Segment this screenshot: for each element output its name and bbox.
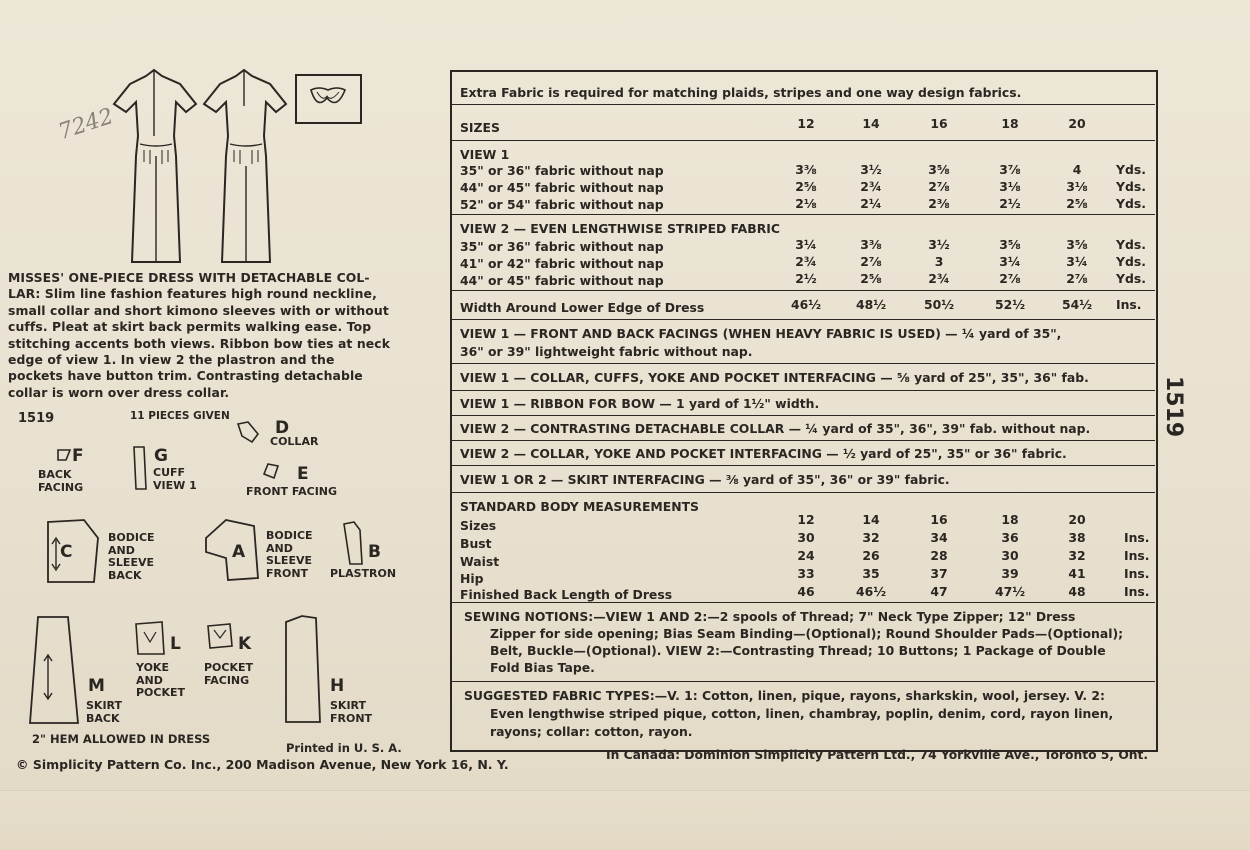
piece-letter-b: B: [368, 542, 381, 562]
piece-letter-g: G: [154, 446, 168, 466]
measurement-value: 35: [862, 566, 880, 581]
measurement-value: 33: [797, 566, 815, 581]
printed-in: Printed in U. S. A.: [286, 741, 402, 755]
yardage-value: 2⅞: [1066, 271, 1088, 286]
dress-sketch-view1-back: [110, 66, 200, 266]
yardage-value: 2½: [999, 196, 1021, 211]
unit-label: Ins.: [1116, 297, 1142, 312]
piece-letter-f: F: [72, 446, 84, 466]
piece-label-front-facing: FRONT FACING: [246, 485, 338, 498]
pattern-number: 1519: [18, 411, 55, 426]
piece-letter-k: K: [238, 634, 252, 654]
piece-letter-l: L: [170, 634, 181, 654]
description-line: small collar and short kimono sleeves with or without: [8, 302, 389, 318]
canada-address: In Canada: Dominion Simplicity Pattern Ltd., 74 Yorkville Ave., Toronto 5, Ont.: [606, 748, 1149, 762]
description-line: pockets have button trim. Contrasting detachable: [8, 368, 363, 384]
cuff-piece-shape: [130, 445, 150, 493]
measurement-value: 14: [862, 512, 880, 527]
unit-label: Yds.: [1116, 237, 1146, 252]
pattern-description: [8, 270, 396, 401]
yardage-value: 3⅝: [1066, 237, 1088, 252]
yardage-value: 3⅛: [999, 179, 1021, 194]
yardage-value: 2⅝: [860, 271, 882, 286]
fabrics-line: Even lengthwise striped pique, cotton, linen, chambray, poplin, denim, cord, rayon linen,: [490, 706, 1114, 721]
collar-piece-shape: [234, 420, 264, 446]
description-line: edge of view 1. In view 2 the plastron and the: [8, 352, 335, 368]
plastron-piece-shape: [340, 520, 366, 568]
measurement-label: Waist: [460, 554, 500, 569]
notions-line: SEWING NOTIONS:—VIEW 1 AND 2:—2 spools of Thread; 7" Neck Type Zipper; 12" Dress: [464, 609, 1076, 624]
fabrics-line: rayons; collar: cotton, rayon.: [490, 724, 693, 739]
ribbon-note: VIEW 1 — RIBBON FOR BOW — 1 yard of 1½" width.: [460, 396, 820, 411]
width-lower-edge-row: [452, 291, 1155, 320]
measurement-value: 18: [1001, 512, 1019, 527]
piece-label-yoke-pocket: YOKE AND POCKET: [136, 661, 186, 699]
yardage-value: 3⅜: [795, 162, 817, 177]
piece-label-plastron: PLASTRON: [330, 567, 397, 580]
yardage-value: 2⅛: [795, 196, 817, 211]
yardage-value: 2⅝: [795, 179, 817, 194]
measurement-value: 26: [862, 548, 880, 563]
piece-label-back-facing: BACK FACING: [38, 468, 84, 494]
measurement-label: Hip: [460, 571, 484, 586]
side-pattern-number: 1519: [1161, 376, 1186, 438]
unit-label: Yds.: [1116, 271, 1146, 286]
yardage-value: 2¾: [928, 271, 950, 286]
unit-label: Yds.: [1116, 196, 1146, 211]
yoke-pocket-piece-shape: [132, 620, 168, 658]
width-value: 46½: [790, 297, 822, 312]
view2-heading: VIEW 2 — EVEN LENGTHWISE STRIPED FABRIC: [460, 221, 780, 236]
piece-letter-h: H: [330, 676, 345, 696]
width-label: Width Around Lower Edge of Dress: [460, 300, 705, 315]
description-line: stitching accents both views. Ribbon bow ties at neck: [8, 335, 391, 351]
piece-label-bodice-back: BODICE AND SLEEVE BACK: [108, 531, 155, 582]
measurement-value: 16: [930, 512, 948, 527]
skirt-interfacing-note: VIEW 1 OR 2 — SKIRT INTERFACING — ⅜ yard of 35", 36" or 39" fabric.: [460, 472, 950, 487]
size-header: 12: [797, 116, 815, 131]
measurement-label: Bust: [460, 536, 492, 551]
hem-note: 2" HEM ALLOWED IN DRESS: [32, 732, 211, 746]
notions-line: Fold Bias Tape.: [490, 660, 595, 675]
measurement-value: 46: [797, 584, 815, 599]
body-measurements-section: [452, 493, 1155, 603]
suggested-fabrics-section: [452, 682, 1155, 748]
measurement-label: Sizes: [460, 518, 497, 533]
yardage-value: 3⅞: [999, 162, 1021, 177]
measurement-value: 30: [1001, 548, 1019, 563]
yardage-value: 3⅝: [928, 162, 950, 177]
view2-interfacing-note-row: [452, 441, 1155, 466]
measurement-label: Finished Back Length of Dress: [460, 587, 673, 602]
sizes-label: SIZES: [460, 120, 500, 135]
piece-label-cuff: CUFF VIEW 1: [153, 466, 197, 492]
view1-heading: VIEW 1: [460, 147, 510, 162]
skirt-front-piece-shape: [280, 614, 324, 726]
unit-label: Ins.: [1124, 566, 1150, 581]
detachable-collar-note: VIEW 2 — CONTRASTING DETACHABLE COLLAR — ¼ yard of 35", 36", 39" fab. without nap.: [460, 421, 1091, 436]
interfacing-note: VIEW 1 — COLLAR, CUFFS, YOKE AND POCKET INTERFACING — ⅝ yard of 25", 35", 36" fab.: [460, 370, 1089, 385]
yardage-value: 3¼: [795, 237, 817, 252]
width-value: 50½: [923, 297, 955, 312]
measurement-value: 30: [797, 530, 815, 545]
unit-label: Yds.: [1116, 179, 1146, 194]
yardage-value: 3⅜: [860, 237, 882, 252]
fabric-width-label: 41" or 42" fabric without nap: [460, 256, 664, 271]
extra-fabric-note: Extra Fabric is required for matching plaids, stripes and one way design fabrics.: [460, 85, 1022, 100]
unit-label: Yds.: [1116, 162, 1146, 177]
fabric-width-label: 44" or 45" fabric without nap: [460, 273, 664, 288]
unit-label: Ins.: [1124, 584, 1150, 599]
ribbon-note-row: [452, 391, 1155, 416]
copyright-line: © Simplicity Pattern Co. Inc., 200 Madison Avenue, New York 16, N. Y.: [16, 757, 509, 772]
sizes-header-row: [452, 105, 1155, 141]
fabric-width-label: 35" or 36" fabric without nap: [460, 163, 664, 178]
measurement-value: 47½: [994, 584, 1026, 599]
yardage-table: [450, 70, 1158, 752]
measurement-value: 28: [930, 548, 948, 563]
width-value: 52½: [994, 297, 1026, 312]
yardage-value: 3: [934, 254, 944, 269]
unit-label: Ins.: [1124, 548, 1150, 563]
detachable-collar-note-row: [452, 416, 1155, 441]
description-line: collar is worn over dress collar.: [8, 384, 230, 400]
view1-yardage-section: [452, 141, 1155, 215]
sewing-notions-section: [452, 603, 1155, 682]
fabric-width-label: 35" or 36" fabric without nap: [460, 239, 664, 254]
view2-yardage-section: [452, 215, 1155, 291]
unit-label: Ins.: [1124, 530, 1150, 545]
measurement-value: 20: [1068, 512, 1086, 527]
facings-note-line2: 36" or 39" lightweight fabric without nap.: [460, 344, 753, 359]
yardage-value: 3⅝: [999, 237, 1021, 252]
pocket-facing-piece-shape: [204, 622, 236, 652]
piece-label-skirt-front: SKIRT FRONT: [330, 699, 373, 725]
notions-line: Belt, Buckle—(Optional). VIEW 2:—Contrasting Thread; 10 Buttons; 1 Package of Double: [490, 643, 1106, 658]
measurement-value: 46½: [855, 584, 887, 599]
facings-note-line1: VIEW 1 — FRONT AND BACK FACINGS (WHEN HEAVY FABRIC IS USED) — ¼ yard of 35",: [460, 326, 1062, 341]
piece-letter-d: D: [275, 418, 290, 438]
facings-note-row: [452, 320, 1155, 364]
envelope-flap: [0, 790, 1250, 850]
yardage-value: 2⅞: [999, 271, 1021, 286]
view2-interfacing-note: VIEW 2 — COLLAR, YOKE AND POCKET INTERFACING — ½ yard of 25", 35" or 36" fabric.: [460, 446, 1067, 461]
unit-label: Yds.: [1116, 254, 1146, 269]
yardage-value: 2¼: [860, 196, 882, 211]
measurement-value: 12: [797, 512, 815, 527]
measurement-value: 32: [1068, 548, 1086, 563]
dress-sketch-view2-back: [200, 66, 290, 266]
piece-letter-c: C: [60, 542, 73, 562]
pieces-given: 11 PIECES GIVEN: [130, 410, 230, 422]
piece-label-bodice-front: BODICE AND SLEEVE FRONT: [266, 529, 313, 580]
handwritten-number: 7242: [55, 103, 117, 146]
measurements-heading: STANDARD BODY MEASUREMENTS: [460, 499, 699, 514]
yardage-value: 4: [1072, 162, 1082, 177]
description-line: cuffs. Pleat at skirt back permits walking ease. Top: [8, 319, 372, 335]
measurement-value: 34: [930, 530, 948, 545]
yardage-value: 3½: [860, 162, 882, 177]
yardage-value: 3½: [928, 237, 950, 252]
measurement-value: 39: [1001, 566, 1019, 581]
description-line: LAR: Slim line fashion features high round neckline,: [8, 286, 377, 302]
size-header: 14: [862, 116, 880, 131]
piece-letter-a: A: [232, 542, 246, 562]
piece-label-collar: COLLAR: [270, 435, 319, 448]
measurement-value: 24: [797, 548, 815, 563]
fabrics-line: SUGGESTED FABRIC TYPES:—V. 1: Cotton, linen, pique, rayons, sharkskin, wool, jersey. V. 2:: [464, 688, 1105, 703]
yardage-value: 3¼: [1066, 254, 1088, 269]
extra-fabric-row: [452, 72, 1155, 105]
fabric-width-label: 44" or 45" fabric without nap: [460, 180, 664, 195]
interfacing-note-row: [452, 364, 1155, 391]
piece-label-skirt-back: SKIRT BACK: [86, 699, 123, 725]
yardage-value: 3⅛: [1066, 179, 1088, 194]
measurement-value: 37: [930, 566, 948, 581]
measurement-value: 48: [1068, 584, 1086, 599]
width-value: 48½: [855, 297, 887, 312]
measurement-value: 32: [862, 530, 880, 545]
size-header: 16: [930, 116, 948, 131]
bodice-back-piece-shape: [44, 518, 102, 588]
yardage-value: 2⅜: [928, 196, 950, 211]
front-facing-piece-shape: [262, 462, 282, 482]
piece-letter-m: M: [88, 676, 105, 696]
measurement-value: 36: [1001, 530, 1019, 545]
yardage-value: 2⅞: [928, 179, 950, 194]
yardage-value: 2⅞: [860, 254, 882, 269]
width-value: 54½: [1061, 297, 1093, 312]
detachable-collar-sketch: [295, 74, 362, 124]
yardage-value: 2¾: [795, 254, 817, 269]
skirt-back-piece-shape: [28, 615, 84, 727]
size-header: 18: [1001, 116, 1019, 131]
yardage-value: 2¾: [860, 179, 882, 194]
piece-label-pocket-facing: POCKET FACING: [204, 661, 254, 687]
description-line: MISSES' ONE-PIECE DRESS WITH DETACHABLE COL-: [8, 270, 370, 285]
yardage-value: 2½: [795, 271, 817, 286]
notions-line: Zipper for side opening; Bias Seam Binding—(Optional); Round Shoulder Pads—(Optional);: [490, 626, 1124, 641]
fabric-width-label: 52" or 54" fabric without nap: [460, 197, 664, 212]
yardage-value: 3¼: [999, 254, 1021, 269]
piece-letter-e: E: [297, 464, 309, 484]
skirt-interfacing-note-row: [452, 466, 1155, 493]
measurement-value: 41: [1068, 566, 1086, 581]
measurement-value: 38: [1068, 530, 1086, 545]
measurement-value: 47: [930, 584, 948, 599]
yardage-value: 2⅝: [1066, 196, 1088, 211]
size-header: 20: [1068, 116, 1086, 131]
